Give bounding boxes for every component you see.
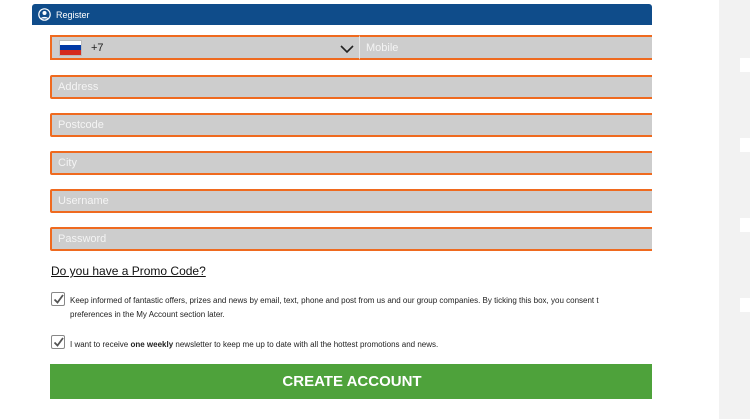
password-input[interactable] bbox=[50, 227, 652, 251]
chevron-down-icon bbox=[340, 42, 354, 54]
checkmark-icon bbox=[53, 293, 64, 305]
create-account-button[interactable]: CREATE ACCOUNT bbox=[50, 364, 652, 399]
side-strip-notch bbox=[740, 218, 750, 232]
marketing-consent-checkbox[interactable] bbox=[51, 292, 65, 306]
username-placeholder: Username bbox=[58, 195, 109, 207]
newsletter-checkbox[interactable] bbox=[51, 335, 65, 349]
city-placeholder: City bbox=[58, 157, 77, 169]
postcode-input[interactable] bbox=[50, 113, 652, 137]
newsletter-text-end: newsletter to keep me up to date with all the hottest promotions and news. bbox=[173, 340, 439, 349]
newsletter-text-start: I want to receive bbox=[70, 340, 131, 349]
city-input[interactable] bbox=[50, 151, 652, 175]
username-input[interactable] bbox=[50, 189, 652, 213]
user-circle-icon bbox=[38, 8, 51, 21]
register-title: Register bbox=[56, 9, 90, 20]
postcode-placeholder: Postcode bbox=[58, 119, 104, 131]
password-placeholder: Password bbox=[58, 233, 107, 245]
checkmark-icon bbox=[53, 336, 64, 348]
country-code-select[interactable] bbox=[50, 35, 359, 60]
address-placeholder: Address bbox=[58, 81, 99, 93]
register-header bbox=[32, 4, 652, 25]
newsletter-consent-text bbox=[70, 338, 438, 352]
mobile-input[interactable] bbox=[359, 35, 652, 60]
russia-flag-icon bbox=[59, 40, 82, 56]
register-panel bbox=[32, 0, 652, 419]
address-input[interactable] bbox=[50, 75, 652, 99]
side-strip-notch bbox=[740, 138, 750, 152]
side-strip-notch bbox=[740, 58, 750, 72]
newsletter-text-bold: one weekly bbox=[130, 340, 174, 349]
marketing-consent-line2: preferences in the My Account section later. bbox=[70, 310, 225, 319]
marketing-consent-line1: Keep informed of fantastic offers, prizes and news by email, text, phone and post from us and our group companies. By ticking this box, you consent t bbox=[70, 296, 599, 305]
phone-row bbox=[50, 35, 652, 60]
mobile-placeholder: Mobile bbox=[366, 41, 399, 54]
country-code-value: +7 bbox=[91, 41, 104, 54]
side-strip-notch bbox=[740, 298, 750, 312]
promo-code-link[interactable]: Do you have a Promo Code? bbox=[51, 264, 206, 278]
